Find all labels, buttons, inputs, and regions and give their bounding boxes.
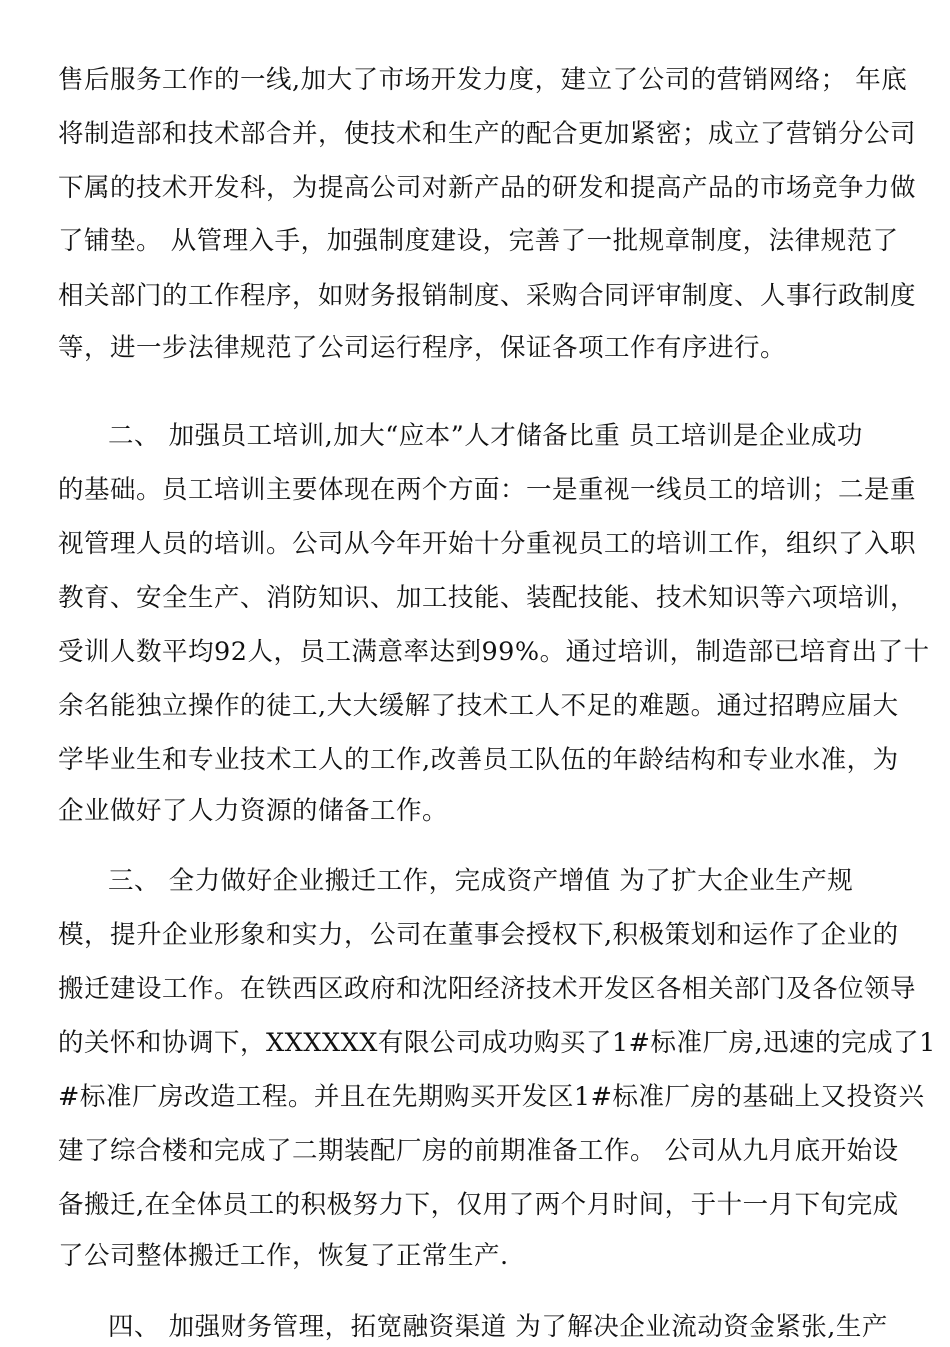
text-line: 企业做好了人力资源的储备工作。 xyxy=(58,796,449,826)
text-line: 了公司整体搬迁工作，恢复了正常生产. xyxy=(58,1241,509,1271)
text-line: 售后服务工作的一线,加大了市场开发力度，建立了公司的营销网络； 年底 xyxy=(58,65,908,95)
text-line: 建了综合楼和完成了二期装配厂房的前期准备工作。 公司从九月底开始设 xyxy=(58,1136,899,1166)
text-line: 的基础。员工培训主要体现在两个方面：一是重视一线员工的培训；二是重 xyxy=(58,475,917,505)
text-line: 了铺垫。 从管理入手，加强制度建设，完善了一批规章制度，法律规范了 xyxy=(58,226,899,256)
text-line: #标准厂房改造工程。并且在先期购买开发区1#标准厂房的基础上又投资兴 xyxy=(58,1082,925,1112)
text-line: 备搬迁,在全体员工的积极努力下，仅用了两个月时间，于十一月下旬完成 xyxy=(58,1190,899,1220)
section-heading-line: 二、 加强员工培训,加大“应本”人才储备比重 员工培训是企业成功 xyxy=(108,421,863,451)
text-line: 搬迁建设工作。在铁西区政府和沈阳经济技术开发区各相关部门及各位领导 xyxy=(58,974,917,1004)
section-heading-line: 四、 加强财务管理，拓宽融资渠道 为了解决企业流动资金紧张,生产 xyxy=(108,1312,888,1342)
section-heading-line: 三、 全力做好企业搬迁工作，完成资产增值 为了扩大企业生产规 xyxy=(108,866,854,896)
text-line: 等，进一步法律规范了公司运行程序，保证各项工作有序进行。 xyxy=(58,333,787,363)
text-line: 视管理人员的培训。公司从今年开始十分重视员工的培训工作，组织了入职 xyxy=(58,529,917,559)
text-line: 学毕业生和专业技术工人的工作,改善员工队伍的年龄结构和专业水准，为 xyxy=(58,745,899,775)
text-line: 余名能独立操作的徒工,大大缓解了技术工人不足的难题。通过招聘应届大 xyxy=(58,691,899,721)
text-line: 相关部门的工作程序，如财务报销制度、采购合同评审制度、人事行政制度 xyxy=(58,281,917,311)
text-line: 教育、安全生产、消防知识、加工技能、装配技能、技术知识等六项培训， xyxy=(58,583,917,613)
text-line: 将制造部和技术部合并，使技术和生产的配合更加紧密；成立了营销分公司 xyxy=(58,119,917,149)
text-line: 的关怀和协调下，XXXXXX有限公司成功购买了1#标准厂房,迅速的完成了1 xyxy=(58,1028,936,1058)
text-line: 受训人数平均92人，员工满意率达到99%。通过培训，制造部已培育出了十 xyxy=(58,637,930,667)
text-line: 下属的技术开发科，为提高公司对新产品的研发和提高产品的市场竞争力做 xyxy=(58,173,917,203)
text-line: 模，提升企业形象和实力，公司在董事会授权下,积极策划和运作了企业的 xyxy=(58,920,899,950)
